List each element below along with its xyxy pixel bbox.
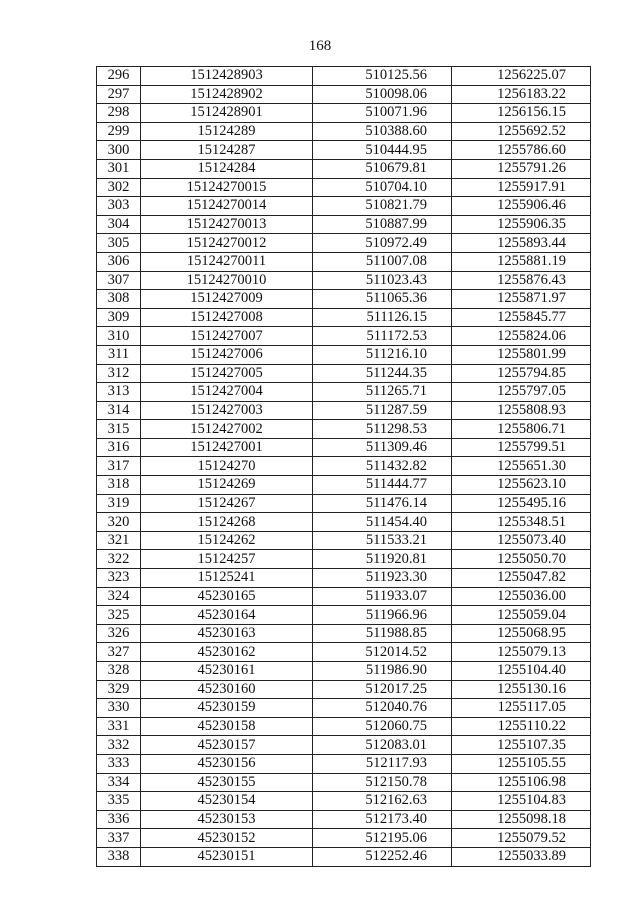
- table-row: [97, 159, 591, 178]
- y-coordinate-cell: 1255107.35: [452, 736, 591, 755]
- x-coordinate-cell: 510679.81: [313, 159, 452, 178]
- point-id-cell: 1512427002: [141, 420, 313, 439]
- y-coordinate-cell: 1255786.60: [452, 141, 591, 160]
- x-coordinate-cell: 512040.76: [313, 699, 452, 718]
- row-index-cell: 322: [97, 550, 141, 569]
- x-coordinate-cell: 510071.96: [313, 104, 452, 123]
- point-id-cell: 45230163: [141, 624, 313, 643]
- x-coordinate-cell: 512014.52: [313, 643, 452, 662]
- x-coordinate-cell: 511432.82: [313, 457, 452, 476]
- table-row: [97, 401, 591, 420]
- x-coordinate-cell: 511265.71: [313, 383, 452, 402]
- row-index-cell: 311: [97, 345, 141, 364]
- y-coordinate-cell: 1255623.10: [452, 476, 591, 495]
- point-id-cell: 45230160: [141, 680, 313, 699]
- table-row: [97, 364, 591, 383]
- x-coordinate-cell: 511065.36: [313, 290, 452, 309]
- point-id-cell: 45230155: [141, 773, 313, 792]
- x-coordinate-cell: 511216.10: [313, 345, 452, 364]
- y-coordinate-cell: 1255348.51: [452, 513, 591, 532]
- row-index-cell: 315: [97, 420, 141, 439]
- row-index-cell: 298: [97, 104, 141, 123]
- row-index-cell: 334: [97, 773, 141, 792]
- row-index-cell: 328: [97, 662, 141, 681]
- point-id-cell: 15124267: [141, 494, 313, 513]
- y-coordinate-cell: 1255106.98: [452, 773, 591, 792]
- row-index-cell: 310: [97, 327, 141, 346]
- y-coordinate-cell: 1255068.95: [452, 624, 591, 643]
- row-index-cell: 331: [97, 717, 141, 736]
- table-row: [97, 680, 591, 699]
- table-row: [97, 438, 591, 457]
- point-id-cell: 15124268: [141, 513, 313, 532]
- point-id-cell: 45230154: [141, 792, 313, 811]
- row-index-cell: 316: [97, 438, 141, 457]
- row-index-cell: 305: [97, 234, 141, 253]
- x-coordinate-cell: 511454.40: [313, 513, 452, 532]
- y-coordinate-cell: 1255073.40: [452, 531, 591, 550]
- x-coordinate-cell: 510388.60: [313, 122, 452, 141]
- table-row: [97, 792, 591, 811]
- x-coordinate-cell: 510444.95: [313, 141, 452, 160]
- point-id-cell: 1512428903: [141, 67, 313, 86]
- y-coordinate-cell: 1255110.22: [452, 717, 591, 736]
- table-row: [97, 234, 591, 253]
- table-row: [97, 457, 591, 476]
- row-index-cell: 313: [97, 383, 141, 402]
- row-index-cell: 319: [97, 494, 141, 513]
- row-index-cell: 309: [97, 308, 141, 327]
- x-coordinate-cell: 512173.40: [313, 810, 452, 829]
- table-row: [97, 569, 591, 588]
- row-index-cell: 303: [97, 197, 141, 216]
- x-coordinate-cell: 511920.81: [313, 550, 452, 569]
- point-id-cell: 15124270010: [141, 271, 313, 290]
- x-coordinate-cell: 510972.49: [313, 234, 452, 253]
- table-row: [97, 624, 591, 643]
- table-row: [97, 271, 591, 290]
- y-coordinate-cell: 1255871.97: [452, 290, 591, 309]
- row-index-cell: 312: [97, 364, 141, 383]
- table-row: [97, 345, 591, 364]
- point-id-cell: 45230161: [141, 662, 313, 681]
- y-coordinate-cell: 1256183.22: [452, 85, 591, 104]
- table-row: [97, 606, 591, 625]
- x-coordinate-cell: 510125.56: [313, 67, 452, 86]
- table-row: [97, 252, 591, 271]
- point-id-cell: 1512427005: [141, 364, 313, 383]
- y-coordinate-cell: 1255104.40: [452, 662, 591, 681]
- x-coordinate-cell: 511476.14: [313, 494, 452, 513]
- x-coordinate-cell: 511023.43: [313, 271, 452, 290]
- point-id-cell: 15124289: [141, 122, 313, 141]
- point-id-cell: 45230162: [141, 643, 313, 662]
- x-coordinate-cell: 510821.79: [313, 197, 452, 216]
- table-row: [97, 476, 591, 495]
- point-id-cell: 1512427004: [141, 383, 313, 402]
- row-index-cell: 318: [97, 476, 141, 495]
- y-coordinate-cell: 1255791.26: [452, 159, 591, 178]
- y-coordinate-cell: 1255104.83: [452, 792, 591, 811]
- table-row: [97, 420, 591, 439]
- point-id-cell: 15124270014: [141, 197, 313, 216]
- point-id-cell: 45230165: [141, 587, 313, 606]
- table-row: [97, 847, 591, 866]
- row-index-cell: 307: [97, 271, 141, 290]
- row-index-cell: 302: [97, 178, 141, 197]
- y-coordinate-cell: 1255105.55: [452, 754, 591, 773]
- y-coordinate-cell: 1255495.16: [452, 494, 591, 513]
- x-coordinate-cell: 510887.99: [313, 215, 452, 234]
- table-row: [97, 383, 591, 402]
- y-coordinate-cell: 1255806.71: [452, 420, 591, 439]
- table-row: [97, 699, 591, 718]
- y-coordinate-cell: 1255906.35: [452, 215, 591, 234]
- x-coordinate-cell: 510098.06: [313, 85, 452, 104]
- row-index-cell: 335: [97, 792, 141, 811]
- table-row: [97, 215, 591, 234]
- y-coordinate-cell: 1255794.85: [452, 364, 591, 383]
- coordinates-table-wrapper: [96, 66, 591, 867]
- row-index-cell: 337: [97, 829, 141, 848]
- x-coordinate-cell: 512060.75: [313, 717, 452, 736]
- table-row: [97, 85, 591, 104]
- x-coordinate-cell: 511172.53: [313, 327, 452, 346]
- x-coordinate-cell: 512252.46: [313, 847, 452, 866]
- table-row: [97, 494, 591, 513]
- point-id-cell: 15124262: [141, 531, 313, 550]
- x-coordinate-cell: 512195.06: [313, 829, 452, 848]
- point-id-cell: 1512427008: [141, 308, 313, 327]
- table-row: [97, 829, 591, 848]
- point-id-cell: 1512427003: [141, 401, 313, 420]
- y-coordinate-cell: 1255098.18: [452, 810, 591, 829]
- table-row: [97, 67, 591, 86]
- x-coordinate-cell: 511126.15: [313, 308, 452, 327]
- table-row: [97, 662, 591, 681]
- coordinates-table: [96, 66, 591, 867]
- row-index-cell: 327: [97, 643, 141, 662]
- x-coordinate-cell: 511986.90: [313, 662, 452, 681]
- x-coordinate-cell: 510704.10: [313, 178, 452, 197]
- x-coordinate-cell: 511309.46: [313, 438, 452, 457]
- point-id-cell: 1512427007: [141, 327, 313, 346]
- x-coordinate-cell: 511244.35: [313, 364, 452, 383]
- point-id-cell: 45230158: [141, 717, 313, 736]
- table-row: [97, 104, 591, 123]
- x-coordinate-cell: 511923.30: [313, 569, 452, 588]
- table-row: [97, 643, 591, 662]
- row-index-cell: 297: [97, 85, 141, 104]
- point-id-cell: 45230164: [141, 606, 313, 625]
- x-coordinate-cell: 511287.59: [313, 401, 452, 420]
- y-coordinate-cell: 1255893.44: [452, 234, 591, 253]
- row-index-cell: 320: [97, 513, 141, 532]
- y-coordinate-cell: 1255801.99: [452, 345, 591, 364]
- table-row: [97, 178, 591, 197]
- y-coordinate-cell: 1255808.93: [452, 401, 591, 420]
- point-id-cell: 45230156: [141, 754, 313, 773]
- x-coordinate-cell: 511966.96: [313, 606, 452, 625]
- table-row: [97, 810, 591, 829]
- point-id-cell: 15124269: [141, 476, 313, 495]
- y-coordinate-cell: 1255079.13: [452, 643, 591, 662]
- table-row: [97, 122, 591, 141]
- y-coordinate-cell: 1255881.19: [452, 252, 591, 271]
- y-coordinate-cell: 1255906.46: [452, 197, 591, 216]
- y-coordinate-cell: 1255079.52: [452, 829, 591, 848]
- row-index-cell: 333: [97, 754, 141, 773]
- point-id-cell: 45230153: [141, 810, 313, 829]
- y-coordinate-cell: 1255692.52: [452, 122, 591, 141]
- row-index-cell: 332: [97, 736, 141, 755]
- y-coordinate-cell: 1255047.82: [452, 569, 591, 588]
- point-id-cell: 1512428901: [141, 104, 313, 123]
- point-id-cell: 15124270011: [141, 252, 313, 271]
- row-index-cell: 308: [97, 290, 141, 309]
- row-index-cell: 306: [97, 252, 141, 271]
- y-coordinate-cell: 1255876.43: [452, 271, 591, 290]
- table-row: [97, 550, 591, 569]
- table-row: [97, 327, 591, 346]
- row-index-cell: 301: [97, 159, 141, 178]
- table-row: [97, 754, 591, 773]
- coordinates-table-body: [97, 67, 591, 867]
- y-coordinate-cell: 1255824.06: [452, 327, 591, 346]
- row-index-cell: 330: [97, 699, 141, 718]
- point-id-cell: 15124270: [141, 457, 313, 476]
- table-row: [97, 308, 591, 327]
- point-id-cell: 15124257: [141, 550, 313, 569]
- point-id-cell: 1512427006: [141, 345, 313, 364]
- point-id-cell: 1512428902: [141, 85, 313, 104]
- table-row: [97, 197, 591, 216]
- point-id-cell: 15125241: [141, 569, 313, 588]
- row-index-cell: 329: [97, 680, 141, 699]
- y-coordinate-cell: 1255033.89: [452, 847, 591, 866]
- row-index-cell: 324: [97, 587, 141, 606]
- y-coordinate-cell: 1255917.91: [452, 178, 591, 197]
- point-id-cell: 45230151: [141, 847, 313, 866]
- row-index-cell: 323: [97, 569, 141, 588]
- point-id-cell: 1512427009: [141, 290, 313, 309]
- x-coordinate-cell: 511533.21: [313, 531, 452, 550]
- point-id-cell: 15124270012: [141, 234, 313, 253]
- y-coordinate-cell: 1255036.00: [452, 587, 591, 606]
- row-index-cell: 338: [97, 847, 141, 866]
- row-index-cell: 317: [97, 457, 141, 476]
- row-index-cell: 304: [97, 215, 141, 234]
- x-coordinate-cell: 511007.08: [313, 252, 452, 271]
- x-coordinate-cell: 512162.63: [313, 792, 452, 811]
- row-index-cell: 314: [97, 401, 141, 420]
- point-id-cell: 45230159: [141, 699, 313, 718]
- table-row: [97, 717, 591, 736]
- y-coordinate-cell: 1255050.70: [452, 550, 591, 569]
- point-id-cell: 45230157: [141, 736, 313, 755]
- x-coordinate-cell: 512083.01: [313, 736, 452, 755]
- y-coordinate-cell: 1255130.16: [452, 680, 591, 699]
- page-number: 168: [308, 38, 332, 54]
- row-index-cell: 296: [97, 67, 141, 86]
- row-index-cell: 321: [97, 531, 141, 550]
- x-coordinate-cell: 511988.85: [313, 624, 452, 643]
- point-id-cell: 15124287: [141, 141, 313, 160]
- table-row: [97, 290, 591, 309]
- row-index-cell: 326: [97, 624, 141, 643]
- y-coordinate-cell: 1255117.05: [452, 699, 591, 718]
- y-coordinate-cell: 1255845.77: [452, 308, 591, 327]
- y-coordinate-cell: 1255797.05: [452, 383, 591, 402]
- x-coordinate-cell: 511298.53: [313, 420, 452, 439]
- y-coordinate-cell: 1256225.07: [452, 67, 591, 86]
- table-row: [97, 513, 591, 532]
- x-coordinate-cell: 511933.07: [313, 587, 452, 606]
- row-index-cell: 299: [97, 122, 141, 141]
- x-coordinate-cell: 512117.93: [313, 754, 452, 773]
- table-row: [97, 736, 591, 755]
- row-index-cell: 325: [97, 606, 141, 625]
- x-coordinate-cell: 512017.25: [313, 680, 452, 699]
- y-coordinate-cell: 1255059.04: [452, 606, 591, 625]
- y-coordinate-cell: 1256156.15: [452, 104, 591, 123]
- point-id-cell: 1512427001: [141, 438, 313, 457]
- table-row: [97, 531, 591, 550]
- point-id-cell: 15124270013: [141, 215, 313, 234]
- x-coordinate-cell: 512150.78: [313, 773, 452, 792]
- point-id-cell: 15124284: [141, 159, 313, 178]
- row-index-cell: 300: [97, 141, 141, 160]
- point-id-cell: 15124270015: [141, 178, 313, 197]
- y-coordinate-cell: 1255651.30: [452, 457, 591, 476]
- table-row: [97, 141, 591, 160]
- point-id-cell: 45230152: [141, 829, 313, 848]
- table-row: [97, 587, 591, 606]
- row-index-cell: 336: [97, 810, 141, 829]
- table-row: [97, 773, 591, 792]
- y-coordinate-cell: 1255799.51: [452, 438, 591, 457]
- x-coordinate-cell: 511444.77: [313, 476, 452, 495]
